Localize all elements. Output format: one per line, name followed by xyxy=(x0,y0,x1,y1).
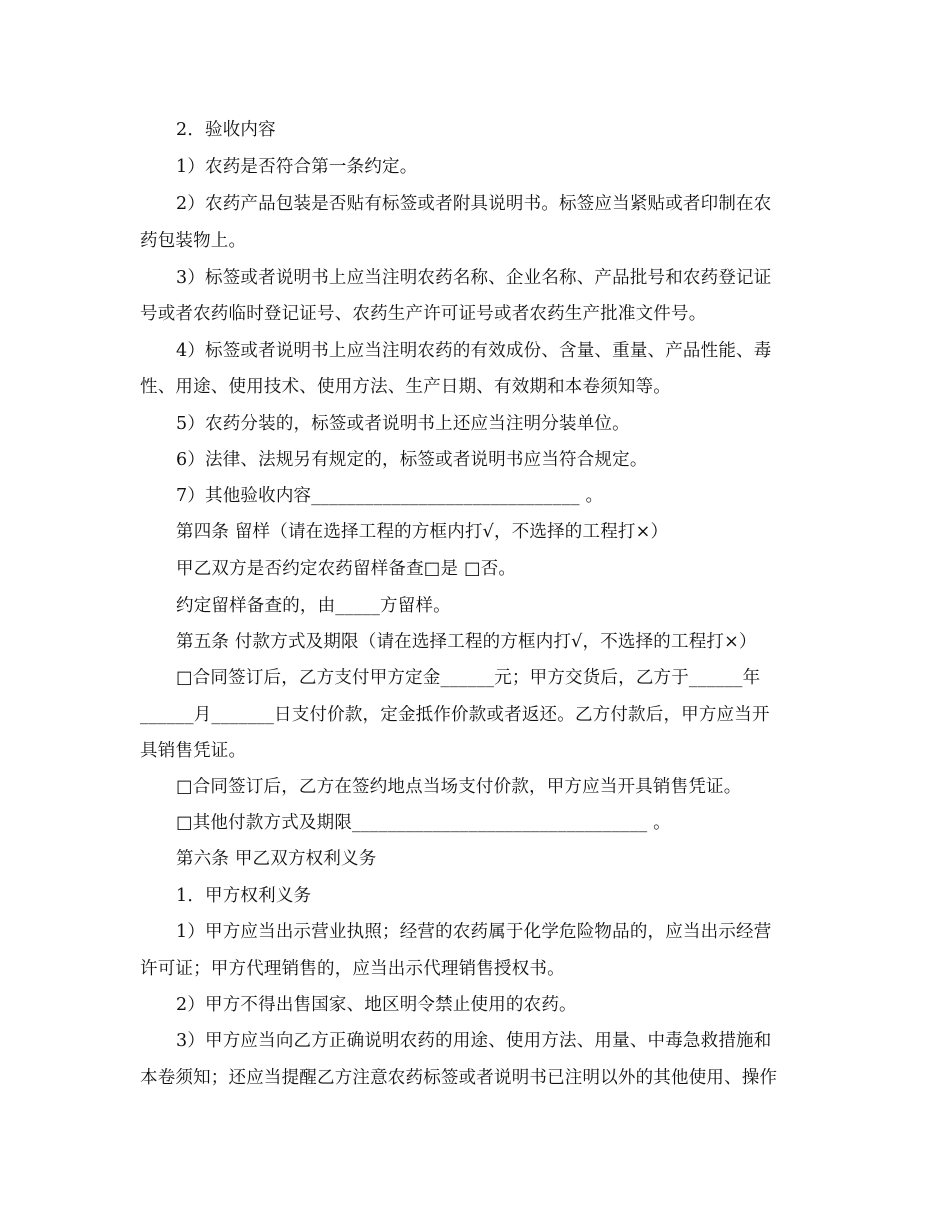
text-line: 1）甲方应当出示营业执照；经营的农药属于化学危险物品的，应当出示经营 xyxy=(176,922,772,942)
text-line: 甲乙双方是否约定农药留样备查□是 □否。 xyxy=(176,559,517,579)
section-heading-acceptance-content: 2．验收内容 xyxy=(176,120,276,140)
text-line: 2）甲方不得出售国家、地区明令禁止使用的农药。 xyxy=(176,995,577,1015)
text-line: 药包装物上。 xyxy=(140,231,247,251)
article-heading-sample-retention: 第四条 留样（请在选择工程的方框内打√，不选择的工程打×） xyxy=(176,522,669,542)
text-line: 4）标签或者说明书上应当注明农药的有效成份、含量、重量、产品性能、毒 xyxy=(176,341,772,361)
text-line: 5）农药分装的，标签或者说明书上还应当注明分装单位。 xyxy=(176,414,630,434)
text-line: □合同签订后，乙方支付甲方定金______元；甲方交货后，乙方于______年 xyxy=(176,668,761,688)
text-line: 3）甲方应当向乙方正确说明农药的用途、使用方法、用量、中毒急救措施和 xyxy=(176,1031,772,1051)
text-line: 约定留样备查的，由_____方留样。 xyxy=(176,596,451,616)
text-line: 7）其他验收内容______________________________ 。 xyxy=(176,486,604,506)
text-line: 许可证；甲方代理销售的，应当出示代理销售授权书。 xyxy=(140,959,565,979)
text-line: 本卷须知；还应当提醒乙方注意农药标签或者说明书已注明以外的其他使用、操作 xyxy=(140,1068,778,1088)
text-line: □合同签订后，乙方在签约地点当场支付价款，甲方应当开具销售凭证。 xyxy=(176,777,742,797)
section-heading-party-a: 1．甲方权利义务 xyxy=(176,886,312,906)
text-line: 号或者农药临时登记证号、农药生产许可证号或者农药生产批准文件号。 xyxy=(140,304,707,324)
text-line: 2）农药产品包装是否贴有标签或者附具说明书。标签应当紧贴或者印制在农 xyxy=(176,194,772,214)
text-line: 1）农药是否符合第一条约定。 xyxy=(176,157,418,177)
text-line: 具销售凭证。 xyxy=(140,741,247,761)
text-line: 3）标签或者说明书上应当注明农药名称、企业名称、产品批号和农药登记证 xyxy=(176,268,772,288)
text-line: 性、用途、使用技术、使用方法、生产日期、有效期和本卷须知等。 xyxy=(140,377,671,397)
text-line: □其他付款方式及期限_________________________________ 。 xyxy=(176,813,671,833)
text-line: ______月_______日支付价款，定金抵作价款或者返还。乙方付款后，甲方应当开 xyxy=(140,705,770,725)
article-heading-payment: 第五条 付款方式及期限（请在选择工程的方框内打√，不选择的工程打×） xyxy=(176,632,757,652)
article-heading-rights-obligations: 第六条 甲乙双方权利义务 xyxy=(176,849,377,869)
text-line: 6）法律、法规另有规定的，标签或者说明书应当符合规定。 xyxy=(176,450,648,470)
